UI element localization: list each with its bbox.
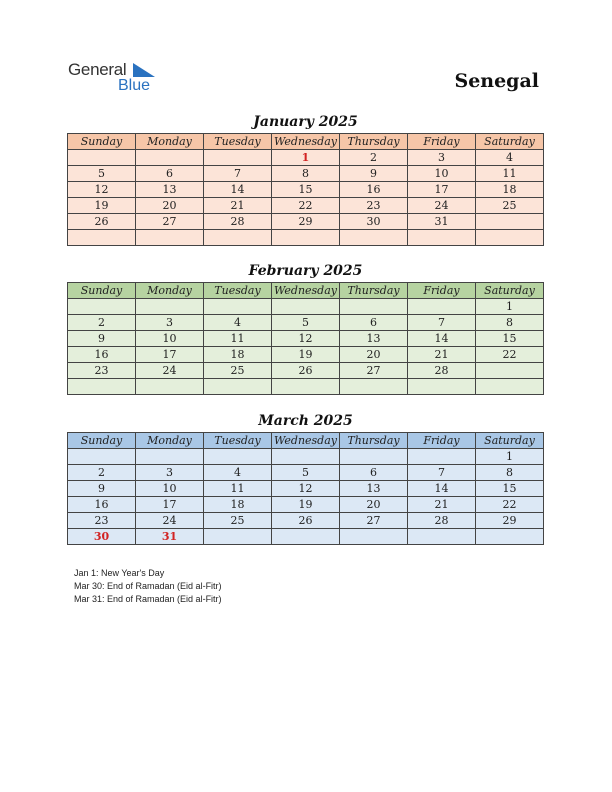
- weekday-header: Saturday: [476, 134, 544, 150]
- day-cell: 8: [476, 465, 544, 481]
- weekday-header: Sunday: [68, 134, 136, 150]
- day-cell: [272, 529, 340, 545]
- month-march: [67, 410, 544, 545]
- day-cell: 1: [476, 299, 544, 315]
- day-cell: 5: [68, 166, 136, 182]
- weekday-header: Friday: [408, 433, 476, 449]
- day-cell: 13: [340, 331, 408, 347]
- day-cell: 23: [68, 513, 136, 529]
- day-cell: [476, 379, 544, 395]
- day-cell: 8: [272, 166, 340, 182]
- day-cell: 22: [272, 198, 340, 214]
- day-cell: [68, 230, 136, 246]
- day-cell: 2: [68, 465, 136, 481]
- day-cell: 26: [272, 363, 340, 379]
- holiday-note: Mar 30: End of Ramadan (Eid al-Fitr): [74, 581, 222, 591]
- day-cell: 3: [136, 465, 204, 481]
- day-cell: 9: [68, 331, 136, 347]
- day-cell: 19: [272, 347, 340, 363]
- day-cell: [408, 529, 476, 545]
- day-cell: 23: [340, 198, 408, 214]
- day-cell: [272, 230, 340, 246]
- day-cell: 4: [204, 315, 272, 331]
- day-cell: [340, 299, 408, 315]
- day-cell: 6: [340, 465, 408, 481]
- day-cell: 7: [408, 465, 476, 481]
- day-cell: 21: [408, 497, 476, 513]
- day-cell: [408, 449, 476, 465]
- weekday-header-row: [68, 134, 544, 150]
- day-cell: 14: [204, 182, 272, 198]
- day-cell: 5: [272, 315, 340, 331]
- day-cell: 9: [340, 166, 408, 182]
- day-cell: [272, 449, 340, 465]
- weekday-header: Wednesday: [272, 134, 340, 150]
- day-cell: [68, 449, 136, 465]
- logo-triangle-icon: [133, 63, 155, 77]
- day-cell: [476, 529, 544, 545]
- country-title: Senegal: [454, 70, 539, 92]
- day-cell: 3: [136, 315, 204, 331]
- week-row: [68, 299, 544, 315]
- day-cell: 20: [136, 198, 204, 214]
- month-february: [67, 260, 544, 395]
- day-cell: [476, 230, 544, 246]
- weekday-header: Friday: [408, 283, 476, 299]
- day-cell: 21: [204, 198, 272, 214]
- day-cell: 10: [136, 331, 204, 347]
- day-cell: [476, 214, 544, 230]
- day-cell: 30: [340, 214, 408, 230]
- day-cell: 29: [476, 513, 544, 529]
- day-cell: 12: [272, 481, 340, 497]
- day-cell: 13: [340, 481, 408, 497]
- day-cell: [136, 230, 204, 246]
- day-cell: 5: [272, 465, 340, 481]
- week-row: [68, 347, 544, 363]
- day-cell: 25: [204, 363, 272, 379]
- day-cell: 17: [136, 347, 204, 363]
- day-cell: 16: [68, 497, 136, 513]
- weekday-header: Tuesday: [204, 134, 272, 150]
- month-january: [67, 111, 544, 246]
- day-cell: [408, 379, 476, 395]
- day-cell: 3: [408, 150, 476, 166]
- day-cell: [204, 449, 272, 465]
- week-row: [68, 182, 544, 198]
- week-row: [68, 150, 544, 166]
- holiday-note: Mar 31: End of Ramadan (Eid al-Fitr): [74, 594, 222, 604]
- day-cell: 4: [476, 150, 544, 166]
- weekday-header: Saturday: [476, 433, 544, 449]
- day-cell: 27: [340, 513, 408, 529]
- week-row: [68, 214, 544, 230]
- day-cell: 19: [272, 497, 340, 513]
- day-cell: 24: [136, 363, 204, 379]
- weekday-header: Wednesday: [272, 283, 340, 299]
- day-cell: [340, 529, 408, 545]
- day-cell: 28: [204, 214, 272, 230]
- day-cell: 13: [136, 182, 204, 198]
- month-title: January 2025: [253, 114, 358, 130]
- week-row: [68, 481, 544, 497]
- day-cell: 16: [68, 347, 136, 363]
- holiday-note: Jan 1: New Year's Day: [74, 568, 165, 578]
- day-cell: 31: [136, 529, 204, 545]
- week-row: [68, 529, 544, 545]
- day-cell: 21: [408, 347, 476, 363]
- day-cell: 2: [340, 150, 408, 166]
- day-cell: 23: [68, 363, 136, 379]
- day-cell: 8: [476, 315, 544, 331]
- holiday-notes: [74, 567, 222, 606]
- day-cell: [136, 379, 204, 395]
- day-cell: 10: [136, 481, 204, 497]
- day-cell: 29: [272, 214, 340, 230]
- week-row: [68, 315, 544, 331]
- day-cell: 30: [68, 529, 136, 545]
- day-cell: [68, 379, 136, 395]
- day-cell: 6: [136, 166, 204, 182]
- week-row: [68, 331, 544, 347]
- day-cell: [272, 379, 340, 395]
- day-cell: 14: [408, 331, 476, 347]
- week-row: [68, 497, 544, 513]
- day-cell: [408, 230, 476, 246]
- day-cell: 22: [476, 347, 544, 363]
- day-cell: 17: [408, 182, 476, 198]
- week-row: [68, 198, 544, 214]
- weekday-header: Monday: [136, 433, 204, 449]
- day-cell: 16: [340, 182, 408, 198]
- weekday-header: Sunday: [68, 433, 136, 449]
- calendar-table: [67, 133, 544, 246]
- weekday-header-row: [68, 433, 544, 449]
- day-cell: 31: [408, 214, 476, 230]
- day-cell: 20: [340, 347, 408, 363]
- day-cell: [204, 150, 272, 166]
- weekday-header: Monday: [136, 134, 204, 150]
- day-cell: 28: [408, 513, 476, 529]
- day-cell: 11: [204, 331, 272, 347]
- day-cell: 18: [476, 182, 544, 198]
- week-row: [68, 379, 544, 395]
- day-cell: 7: [204, 166, 272, 182]
- day-cell: 25: [204, 513, 272, 529]
- day-cell: 18: [204, 497, 272, 513]
- day-cell: [272, 299, 340, 315]
- weekday-header: Saturday: [476, 283, 544, 299]
- week-row: [68, 513, 544, 529]
- weekday-header: Tuesday: [204, 433, 272, 449]
- weekday-header-row: [68, 283, 544, 299]
- weekday-header: Thursday: [340, 134, 408, 150]
- day-cell: 17: [136, 497, 204, 513]
- day-cell: 2: [68, 315, 136, 331]
- day-cell: 4: [204, 465, 272, 481]
- day-cell: 26: [272, 513, 340, 529]
- day-cell: 19: [68, 198, 136, 214]
- day-cell: 20: [340, 497, 408, 513]
- day-cell: 15: [476, 481, 544, 497]
- day-cell: 27: [136, 214, 204, 230]
- weekday-header: Thursday: [340, 283, 408, 299]
- week-row: [68, 363, 544, 379]
- day-cell: [136, 150, 204, 166]
- day-cell: [204, 529, 272, 545]
- month-title: February 2025: [248, 263, 363, 279]
- weekday-header: Sunday: [68, 283, 136, 299]
- weekday-header: Tuesday: [204, 283, 272, 299]
- week-row: [68, 449, 544, 465]
- day-cell: 24: [136, 513, 204, 529]
- week-row: [68, 166, 544, 182]
- day-cell: 24: [408, 198, 476, 214]
- week-row: [68, 230, 544, 246]
- day-cell: 15: [272, 182, 340, 198]
- month-title: March 2025: [258, 413, 353, 429]
- day-cell: 6: [340, 315, 408, 331]
- day-cell: [136, 299, 204, 315]
- logo: [68, 60, 163, 96]
- calendar-table: [67, 432, 544, 545]
- day-cell: 26: [68, 214, 136, 230]
- day-cell: 1: [272, 150, 340, 166]
- logo-blue-text: Blue: [118, 77, 151, 94]
- weekday-header: Monday: [136, 283, 204, 299]
- day-cell: [204, 230, 272, 246]
- day-cell: 7: [408, 315, 476, 331]
- day-cell: 11: [204, 481, 272, 497]
- day-cell: 18: [204, 347, 272, 363]
- day-cell: 28: [408, 363, 476, 379]
- day-cell: 14: [408, 481, 476, 497]
- day-cell: 1: [476, 449, 544, 465]
- day-cell: [68, 299, 136, 315]
- day-cell: 12: [68, 182, 136, 198]
- day-cell: [340, 379, 408, 395]
- calendar-table: [67, 282, 544, 395]
- day-cell: [408, 299, 476, 315]
- day-cell: [476, 363, 544, 379]
- day-cell: 12: [272, 331, 340, 347]
- day-cell: [68, 150, 136, 166]
- day-cell: [204, 299, 272, 315]
- day-cell: 15: [476, 331, 544, 347]
- weekday-header: Wednesday: [272, 433, 340, 449]
- day-cell: [136, 449, 204, 465]
- day-cell: 10: [408, 166, 476, 182]
- day-cell: [340, 230, 408, 246]
- day-cell: [340, 449, 408, 465]
- weekday-header: Thursday: [340, 433, 408, 449]
- weekday-header: Friday: [408, 134, 476, 150]
- day-cell: 22: [476, 497, 544, 513]
- day-cell: 9: [68, 481, 136, 497]
- logo-general-text: General: [68, 60, 127, 79]
- day-cell: 25: [476, 198, 544, 214]
- day-cell: 11: [476, 166, 544, 182]
- week-row: [68, 465, 544, 481]
- day-cell: [204, 379, 272, 395]
- day-cell: 27: [340, 363, 408, 379]
